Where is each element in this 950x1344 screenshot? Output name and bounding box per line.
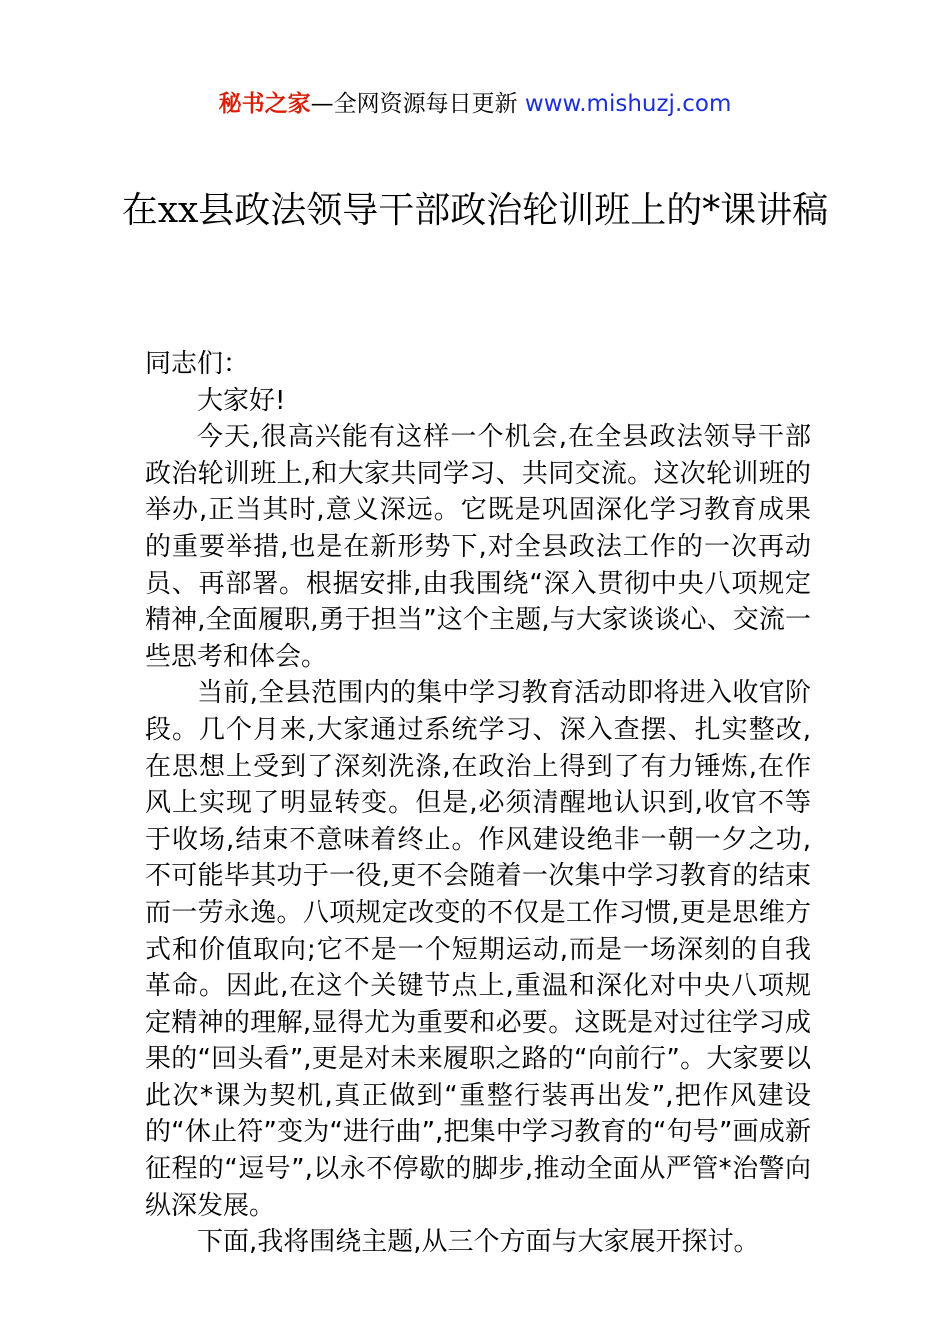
- salutation: 同志们：: [145, 349, 250, 379]
- document-body: [145, 346, 811, 1261]
- site-header: [0, 86, 950, 122]
- paragraph-1: 今天,很高兴能有这样一个机会,在全县政法领导干部政治轮训班上,和大家共同学习、共同交流。这次轮训班的举办,正当其时,意义深远。它既是巩固深化学习教育成果的重要举措,也是在新形势下,对全县政法工作的一次再动员、再部署。根据安排,由我围绕“深入贯彻中央八项规定精神,全面履职,勇于担当”这个主题,与大家谈谈心、交流一些思考和体会。: [145, 422, 811, 672]
- brand-name: 秘书之家: [218, 91, 311, 117]
- paragraph-2: 当前,全县范围内的集中学习教育活动即将进入收官阶段。几个月来,大家通过系统学习、深入查摆、扎实整改,在思想上受到了深刻洗涤,在政治上得到了有力锤炼,在作风上实现了明显转变。但是,必须清醒地认识到,收官不等于收场,结束不意味着终止。作风建设绝非一朝一夕之功,不可能毕其功于一役,更不会随着一次集中学习教育的结束而一劳永逸。八项规定改变的不仅是工作习惯,更是思维方式和价值取向;它不是一个短期运动,而是一场深刻的自我革命。因此,在这个关键节点上,重温和深化对中央八项规定精神的理解,显得尤为重要和必要。这既是对过往学习成果的“回头看”,更是对未来履职之路的“向前行”。大家要以此次*课为契机,真正做到“重整行装再出发”,把作风建设的“休止符”变为“进行曲”,把集中学习教育的“句号”画成新征程的“逗号”,以永不停歇的脚步,推动全面从严管*治警向纵深发展。: [145, 678, 811, 1221]
- paragraph-3: 下面,我将围绕主题,从三个方面与大家展开探讨。: [197, 1227, 760, 1258]
- header-tagline: —全网资源每日更新: [310, 91, 518, 117]
- document-title: 在xx县政法领导干部政治轮训班上的*课讲稿: [121, 190, 829, 231]
- greeting: 大家好!: [197, 385, 286, 416]
- site-url-link[interactable]: www.mishuzj.com: [524, 91, 732, 117]
